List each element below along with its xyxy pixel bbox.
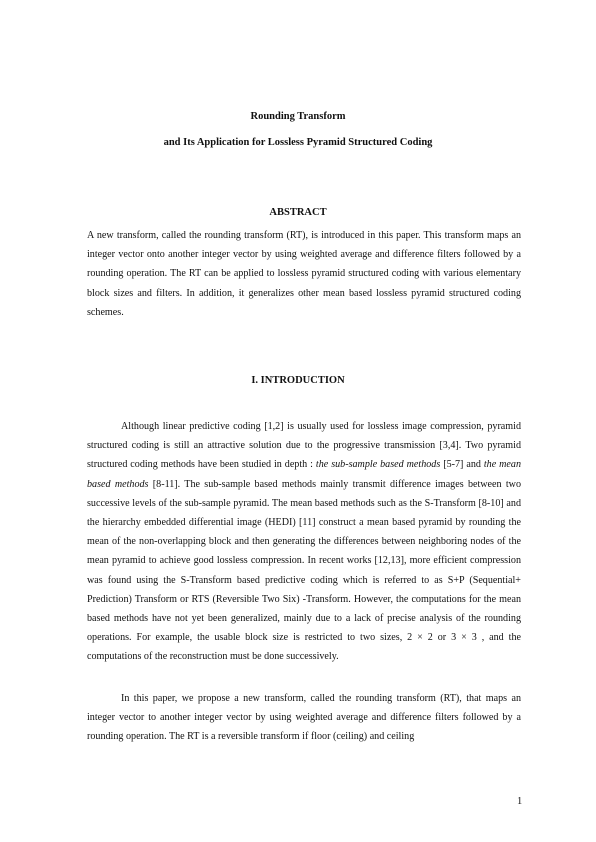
introduction-paragraph-1 (87, 417, 521, 667)
paper-title-line-1: Rounding Transform (250, 111, 346, 122)
intro-p1-text-2: [5-7] and (440, 459, 484, 471)
introduction-paragraph-2 (87, 689, 521, 747)
paper-title-line-2: and Its Application for Lossless Pyramid Structured Coding (163, 137, 433, 148)
introduction-heading: I. INTRODUCTION (251, 375, 345, 386)
abstract-heading: ABSTRACT (269, 207, 327, 218)
intro-p2-text: In this paper, we propose a new transform, called the rounding transform (RT), that maps an integer vector to another integer vector by using weighted average and difference filters followed by a rounding operation. The RT is a reversible transform if floor (ceiling) and ceiling (87, 693, 521, 743)
intro-p1-text-3: [8-11]. The sub-sample based methods mainly transmit difference images between two successive levels of the sub-sample pyramid. The mean based methods such as the S-Transform [8-10] and the hierarchy embedded differential image (HEDI) [11] construct a mean based pyramid by rounding the mean of the non-overlapping block and then generating the differences between neighboring nodes of the mean pyramid to achieve good lossless compression. In recent works [12,13], more efficient compression was found using the S-Transform based predictive coding which is referred to as S+P (Sequential+ Prediction) Transform or RTS (Reversible Two Six) -Transform. However, the computations for the mean based methods have not yet been generalized, mainly due to a lack of precise analysis of the rounding operations. For example, the usable block size is restricted to two sizes, 2 × 2 or 3 × 3 , and the computations of the reconstruction must be done successively. (87, 478, 522, 663)
abstract-text: A new transform, called the rounding transform (RT), is introduced in this paper. This transform maps an integer vector onto another integer vector by using weighted average and difference filters followed by a rounding operation. The RT can be applied to lossless pyramid structured coding with various elementary block sizes and filters. In addition, it generalizes other mean based lossless pyramid structured coding schemes. (87, 230, 521, 318)
intro-p1-emphasis-sub-sample: the sub-sample based methods (315, 459, 441, 471)
intro-p1-text-1: Although linear predictive coding [1,2] is usually used for lossless image compression, pyramid structured coding is still an attractive solution due to the progressive transmission [3,4]. Two pyramid structured coding methods have been studied in depth : (87, 421, 521, 471)
intro-p1-emphasis-mean-based: the mean based methods (87, 459, 522, 490)
page-number: 1 (517, 796, 523, 807)
